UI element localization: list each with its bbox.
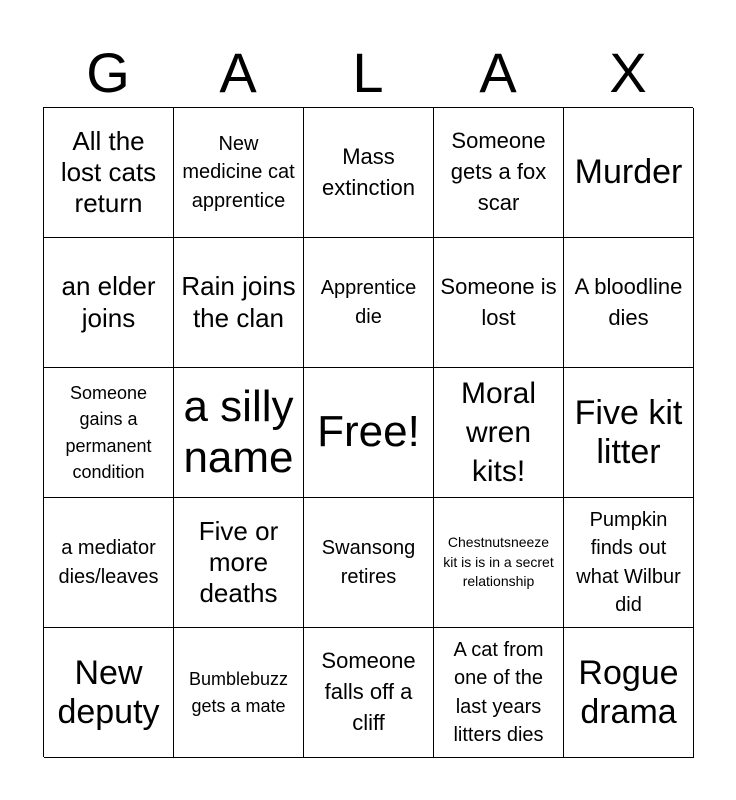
bingo-cell-r3c2[interactable]: a silly name xyxy=(174,368,304,498)
header-letter-a-2: A xyxy=(479,41,517,104)
bingo-cell-r2c4[interactable]: Someone is lost xyxy=(434,238,564,368)
bingo-cell-r2c3[interactable]: Apprentice die xyxy=(304,238,434,368)
bingo-cell-r1c5[interactable]: Murder xyxy=(564,108,694,238)
bingo-cell-r3c4[interactable]: Moral wren kits! xyxy=(434,368,564,498)
bingo-cell-r2c1[interactable]: an elder joins xyxy=(44,238,174,368)
bingo-cell-r5c2[interactable]: Bumblebuzz gets a mate xyxy=(174,628,304,758)
bingo-cell-r3c5[interactable]: Five kit litter xyxy=(564,368,694,498)
bingo-cell-r4c2[interactable]: Five or more deaths xyxy=(174,498,304,628)
bingo-cell-r5c4[interactable]: A cat from one of the last years litters dies xyxy=(434,628,564,758)
bingo-cell-r1c4[interactable]: Someone gets a fox scar xyxy=(434,108,564,238)
bingo-cell-r1c3[interactable]: Mass extinction xyxy=(304,108,434,238)
header-letter-g: G xyxy=(86,41,130,104)
bingo-cell-r4c4[interactable]: Chestnutsneeze kit is is in a secret relationship xyxy=(434,498,564,628)
bingo-cell-r2c2[interactable]: Rain joins the clan xyxy=(174,238,304,368)
bingo-cell-r1c1[interactable]: All the lost cats return xyxy=(44,108,174,238)
header-letter-l: L xyxy=(352,41,384,104)
bingo-cell-r5c5[interactable]: Rogue drama xyxy=(564,628,694,758)
bingo-cell-r4c3[interactable]: Swansong retires xyxy=(304,498,434,628)
bingo-cell-r2c5[interactable]: A bloodline dies xyxy=(564,238,694,368)
bingo-cell-r3c1[interactable]: Someone gains a permanent condition xyxy=(44,368,174,498)
bingo-header xyxy=(43,38,693,108)
bingo-cell-r4c1[interactable]: a mediator dies/leaves xyxy=(44,498,174,628)
free-space-cell[interactable]: Free! xyxy=(304,368,434,498)
bingo-cell-r4c5[interactable]: Pumpkin finds out what Wilbur did xyxy=(564,498,694,628)
header-letter-a: A xyxy=(219,41,257,104)
bingo-cell-r5c3[interactable]: Someone falls off a cliff xyxy=(304,628,434,758)
header-letter-x: X xyxy=(609,41,647,104)
bingo-board xyxy=(43,107,693,757)
bingo-cell-r5c1[interactable]: New deputy xyxy=(44,628,174,758)
bingo-cell-r1c2[interactable]: New medicine cat apprentice xyxy=(174,108,304,238)
